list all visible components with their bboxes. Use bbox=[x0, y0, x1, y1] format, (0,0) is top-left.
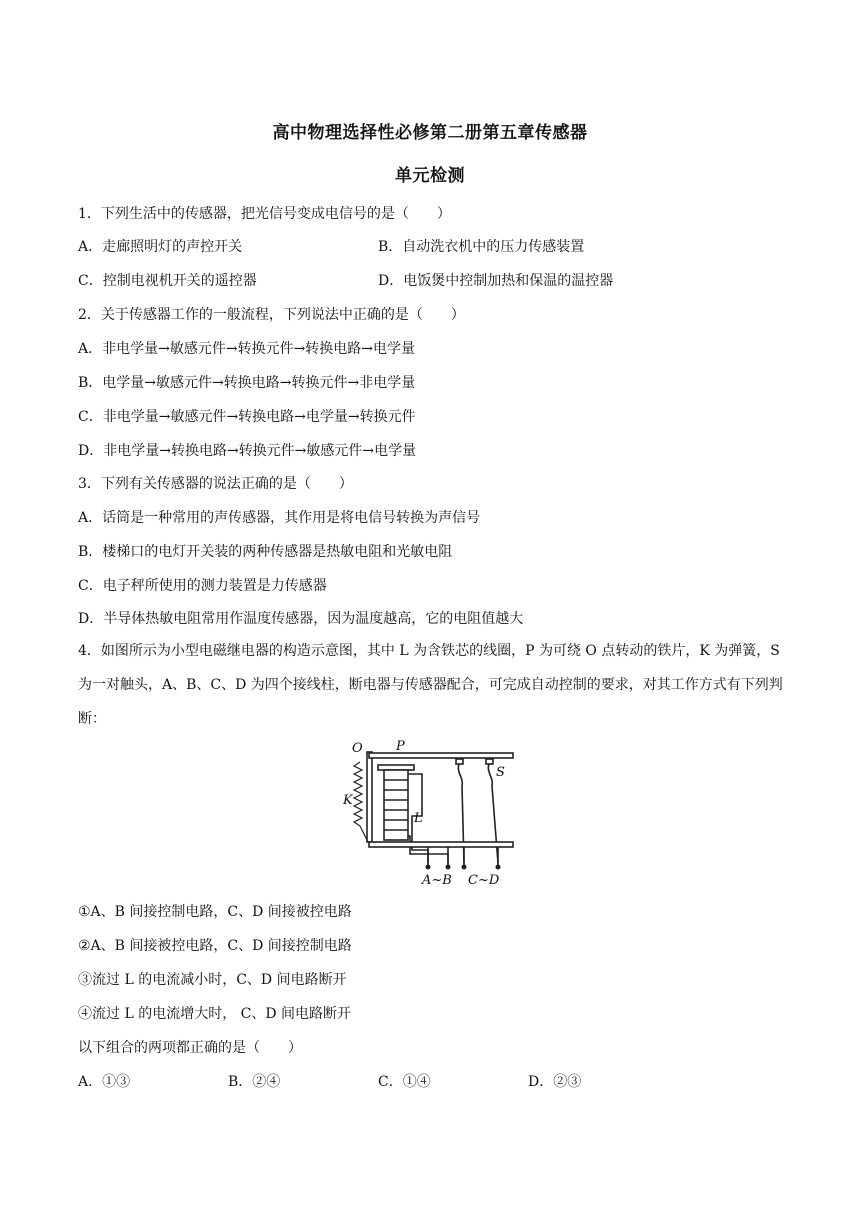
question-1-option-b: B．自动洗衣机中的压力传感装置 bbox=[378, 239, 585, 255]
label-o: O bbox=[352, 741, 363, 756]
question-1-stem: 1．下列生活中的传感器，把光信号变成电信号的是（ ） bbox=[78, 206, 451, 222]
question-4-option-b: B．②④ bbox=[228, 1074, 281, 1090]
question-4-option-a: A．①③ bbox=[78, 1074, 131, 1090]
question-4-statement-4: ④流过 L 的电流增大时， C、D 间电路断开 bbox=[78, 1006, 352, 1022]
question-1-option-d: D．电饭煲中控制加热和保温的温控器 bbox=[378, 273, 614, 289]
question-2-option-a: A．非电学量→敏感元件→转换元件→转换电路→电学量 bbox=[78, 341, 416, 357]
label-p: P bbox=[396, 739, 405, 754]
terminal-c bbox=[462, 865, 467, 870]
label-k: K bbox=[343, 793, 353, 808]
armature-plate bbox=[369, 753, 513, 758]
label-s: S bbox=[496, 765, 505, 780]
page-title: 高中物理选择性必修第二册第五章传感器 bbox=[272, 123, 588, 143]
question-4-statement-2: ②A、B 间接被控电路，C、D 间接控制电路 bbox=[78, 938, 352, 954]
question-4-option-d: D．②③ bbox=[528, 1074, 582, 1090]
question-4-option-c: C．①④ bbox=[378, 1074, 431, 1090]
question-1-option-a: A．走廊照明灯的声控开关 bbox=[78, 239, 243, 255]
question-3-option-c: C．电子秤所使用的测力装置是力传感器 bbox=[78, 578, 327, 594]
question-3-option-b: B．楼梯口的电灯开关装的两种传感器是热敏电阻和光敏电阻 bbox=[78, 544, 453, 560]
question-1-option-c: C．控制电视机开关的遥控器 bbox=[78, 273, 257, 289]
question-4-statement-3: ③流过 L 的电流减小时，C、D 间电路断开 bbox=[78, 972, 347, 988]
question-4-statement-1: ①A、B 间接控制电路，C、D 间接被控电路 bbox=[78, 904, 352, 920]
terminal-b bbox=[446, 865, 451, 870]
spring bbox=[354, 762, 362, 826]
question-3-option-d: D．半导体热敏电阻常用作温度传感器，因为温度越高，它的电阻值越大 bbox=[78, 611, 524, 627]
question-2-option-d: D．非电学量→转换电路→转换元件→敏感元件→电学量 bbox=[78, 443, 417, 459]
terminal-a bbox=[426, 865, 431, 870]
question-2-option-b: B．电学量→敏感元件→转换电路→转换元件→非电学量 bbox=[78, 375, 416, 391]
pivot-post bbox=[367, 752, 372, 842]
question-3-option-a: A．话筒是一种常用的声传感器，其作用是将电信号转换为声信号 bbox=[78, 510, 481, 526]
question-2-option-c: C．非电学量→敏感元件→转换电路→电学量→转换元件 bbox=[78, 409, 416, 425]
question-2-stem: 2．关于传感器工作的一般流程，下列说法中正确的是（ ） bbox=[78, 307, 465, 323]
base-plate bbox=[369, 842, 513, 847]
question-3-stem: 3．下列有关传感器的说法正确的是（ ） bbox=[78, 476, 353, 492]
question-4-stem: 4．如图所示为小型电磁继电器的构造示意图，其中 L 为含铁芯的线圈，P 为可绕 O 点转动的铁片，K 为弹簧，S 为一对触头，A、B、C、D 为四个接线柱，断电器与传感器配合，可完成自动控制的要求，对其工作方式有下列判断： bbox=[78, 643, 783, 727]
terminal-d bbox=[496, 865, 501, 870]
relay-diagram bbox=[338, 738, 518, 890]
page-subtitle: 单元检测 bbox=[395, 166, 465, 186]
question-4-prompt: 以下组合的两项都正确的是（ ） bbox=[78, 1040, 302, 1056]
label-ab: A~B bbox=[422, 873, 452, 888]
label-l: L bbox=[414, 811, 423, 826]
label-cd: C~D bbox=[468, 873, 500, 888]
